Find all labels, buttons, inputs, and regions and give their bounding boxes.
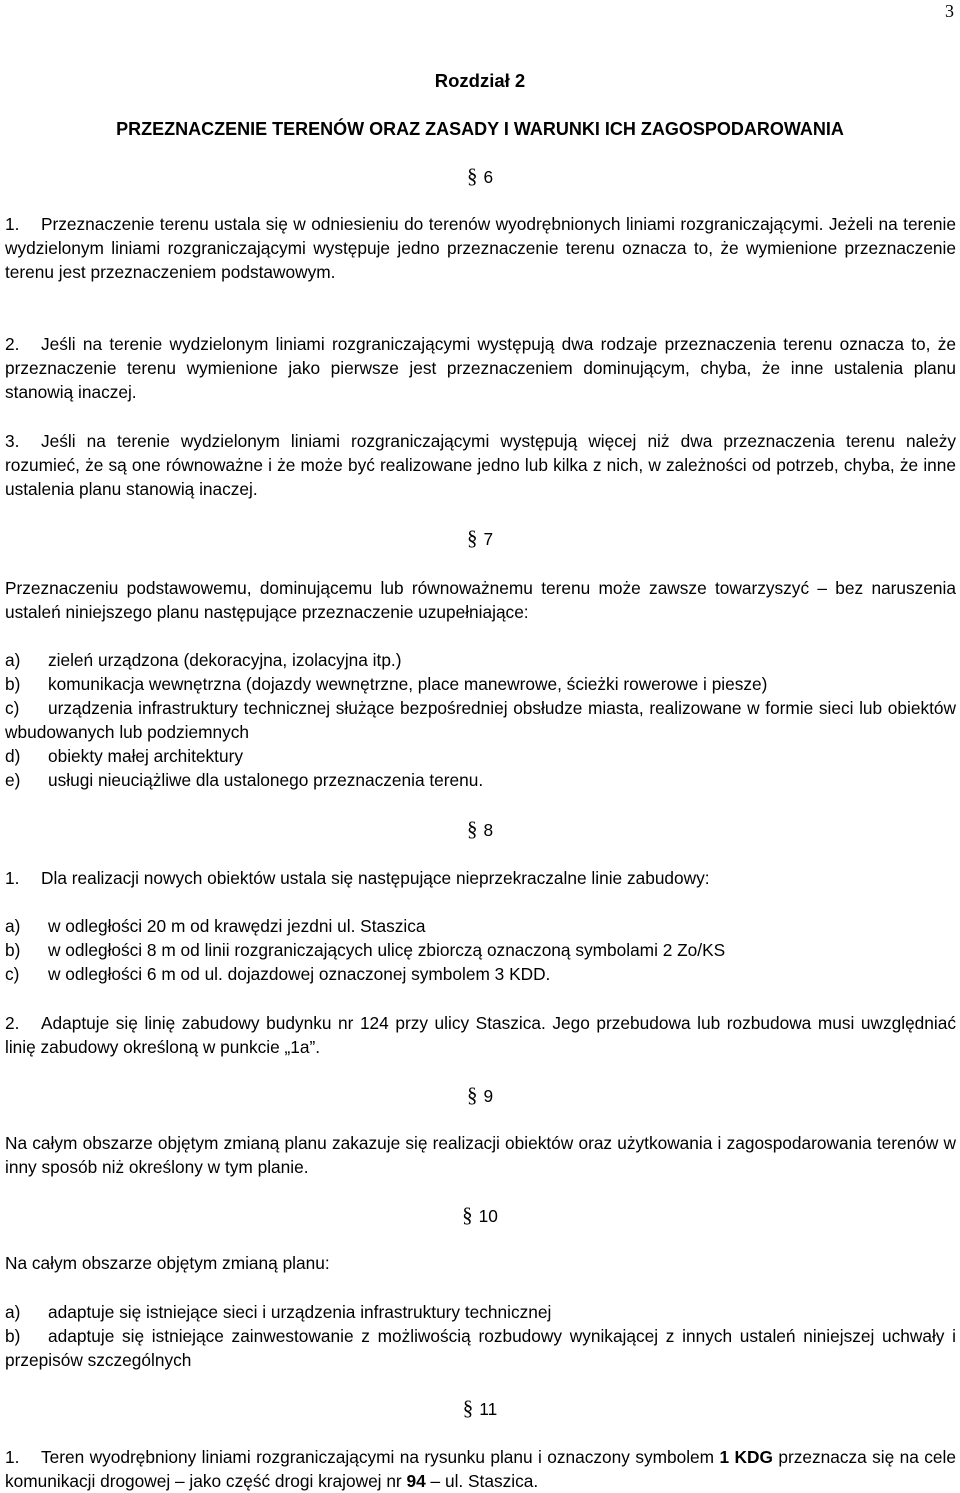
section-7-intro: Przeznaczeniu podstawowemu, dominującemu lub równoważnemu terenu może zawsze towarzyszyć – bez naruszenia ustaleń niniejszego planu następujące przeznaczenie uzupełniające: xyxy=(5,578,956,622)
paragraph-text: Jeśli na terenie wydzielonym liniami rozgraniczającymi występują więcej niż dwa przeznaczenia terenu należy rozumieć, że są one równoważne i że może być realizowane jedno lub kilka z nich, w zależności od potrzeb, chyba, że inne ustalenia planu stanowią inaczej. xyxy=(5,431,956,499)
section-10-list xyxy=(5,1300,956,1372)
section-11-number: 11 xyxy=(479,1399,498,1419)
paragraph-number: 1. xyxy=(5,214,20,234)
road-number: 94 xyxy=(406,1471,426,1491)
list-item: d) obiekty małej architektury xyxy=(5,746,243,766)
section-sign: § xyxy=(462,1396,474,1420)
paragraph-text: Jeśli na terenie wydzielonym liniami rozgraniczającymi występują dwa rodzaje przeznaczenia terenu oznacza to, że przeznaczenie terenu wymienione jako pierwsze jest przeznaczeniem dominującym, chyba, że inne ustalenia planu stanowią inaczej. xyxy=(5,334,956,402)
zone-symbol: 1 KDG xyxy=(719,1447,773,1467)
list-item: c) w odległości 6 m od ul. dojazdowej oznaczonej symbolem 3 KDD. xyxy=(5,964,551,984)
section-7-number: 7 xyxy=(483,529,494,549)
paragraph-text: Dla realizacji nowych obiektów ustala się następujące nieprzekraczalne linie zabudowy: xyxy=(41,868,710,888)
chapter-title: PRZEZNACZENIE TERENÓW ORAZ ZASADY I WARUNKI ICH ZAGOSPODAROWANIA xyxy=(116,119,844,139)
section-6-paragraph-3 xyxy=(5,429,956,501)
section-6-paragraph-1 xyxy=(5,212,956,284)
list-item: e) usługi nieuciążliwe dla ustalonego przeznaczenia terenu. xyxy=(5,770,484,790)
section-sign: § xyxy=(466,526,478,550)
section-sign: § xyxy=(466,164,478,188)
list-item: c) urządzenia infrastruktury technicznej służące bezpośredniej obsłudze miasta, realizowane w formie sieci lub obiektów wbudowanych lub podziemnych xyxy=(5,698,956,742)
paragraph-number: 1. xyxy=(5,868,20,888)
paragraph-text: Adaptuje się linię zabudowy budynku nr 124 przy ulicy Staszica. Jego przebudowa lub rozbudowa musi uwzględniać linię zabudowy określoną w punkcie „1a”. xyxy=(5,1013,956,1057)
section-10-number: 10 xyxy=(478,1206,498,1226)
section-6-heading xyxy=(0,164,960,189)
section-7-list xyxy=(5,648,956,792)
paragraph-number: 2. xyxy=(5,334,20,354)
paragraph-number: 1. xyxy=(5,1447,20,1467)
section-10-intro: Na całym obszarze objętym zmianą planu: xyxy=(5,1253,330,1273)
list-item: b) adaptuje się istniejące zainwestowanie z możliwością rozbudowy wynikającej z innych ustaleń niniejszej uchwały i przepisów szczególnych xyxy=(5,1326,956,1370)
section-8-list xyxy=(5,914,956,986)
paragraph-number: 2. xyxy=(5,1013,20,1033)
section-sign: § xyxy=(466,817,478,841)
section-9-heading xyxy=(0,1083,960,1108)
section-11-paragraph-1: 1. Teren wyodrębniony liniami rozgraniczającymi na rysunku planu i oznaczony symbolem 1 KDG przeznacza się na cele komunikacji drogowej – jako część drogi krajowej nr 94 – ul. Staszica. xyxy=(5,1447,956,1491)
section-7-heading xyxy=(0,526,960,551)
section-10-heading xyxy=(0,1203,960,1228)
list-item: b) komunikacja wewnętrzna (dojazdy wewnętrzne, place manewrowe, ścieżki rowerowe i piesze) xyxy=(5,674,768,694)
section-9-number: 9 xyxy=(483,1086,494,1106)
section-sign: § xyxy=(462,1203,473,1227)
list-item: a) zieleń urządzona (dekoracyjna, izolacyjna itp.) xyxy=(5,650,402,670)
list-item: b) w odległości 8 m od linii rozgraniczających ulicę zbiorczą oznaczoną symbolami 2 Zo/KS xyxy=(5,940,726,960)
section-sign: § xyxy=(466,1083,478,1107)
section-8-heading xyxy=(0,817,960,842)
section-8-number: 8 xyxy=(483,820,494,840)
chapter-number: Rozdział 2 xyxy=(434,70,526,91)
section-9-text: Na całym obszarze objętym zmianą planu zakazuje się realizacji obiektów oraz użytkowania i zagospodarowania terenów w inny sposób niż określony w tym planie. xyxy=(5,1133,956,1177)
section-8-paragraph-1 xyxy=(5,866,956,890)
section-11-heading xyxy=(0,1396,960,1421)
page-number: 3 xyxy=(945,1,954,21)
list-item: a) w odległości 20 m od krawędzi jezdni ul. Staszica xyxy=(5,916,426,936)
section-8-paragraph-2 xyxy=(5,1011,956,1059)
paragraph-text: Przeznaczenie terenu ustala się w odniesieniu do terenów wyodrębnionych liniami rozgraniczającymi. Jeżeli na terenie wydzielonym liniami rozgraniczającymi występuje jedno przeznaczenie terenu oznacza to, że wymienione przeznaczenie terenu jest przeznaczeniem podstawowym. xyxy=(5,214,956,282)
section-6-paragraph-2 xyxy=(5,332,956,404)
paragraph-number: 3. xyxy=(5,431,20,451)
section-6-number: 6 xyxy=(483,167,494,187)
list-item: a) adaptuje się istniejące sieci i urządzenia infrastruktury technicznej xyxy=(5,1302,552,1322)
